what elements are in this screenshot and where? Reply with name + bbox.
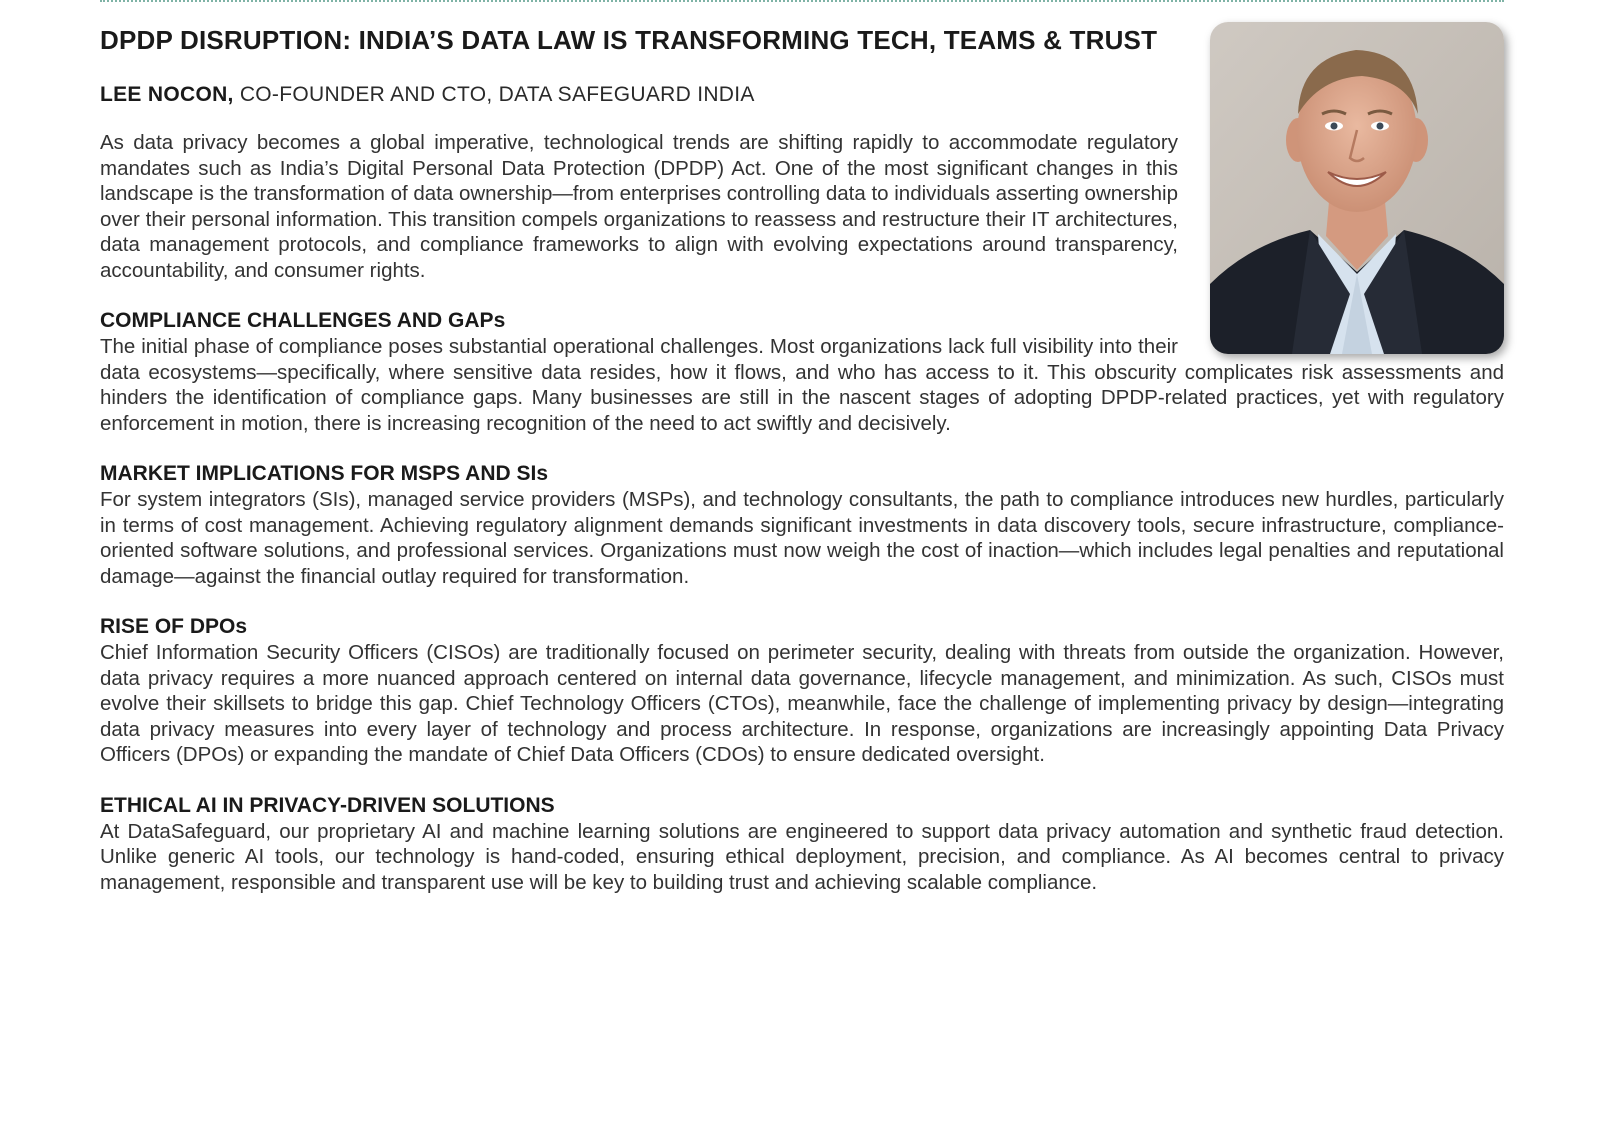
byline — [100, 80, 1504, 110]
section-heading: COMPLIANCE CHALLENGES AND GAPs — [100, 309, 506, 332]
section-body — [100, 334, 1504, 436]
section-compliance-challenges — [100, 308, 1504, 436]
section-heading: RISE OF DPOs — [100, 615, 248, 638]
article-page — [100, 22, 1504, 895]
section-body: For system integrators (SIs), managed service providers (MSPs), and technology consultants, the path to compliance introduces new hurdles, particularly in terms of cost management. Achieving regulatory alignment demands significant investments in data discovery tools, secure infrastructure, compliance-oriented software solutions, and professional services. Organizations must now weigh the cost of inaction—which includes legal penalties and reputational damage—against the financial outlay required for transformation. — [100, 488, 1504, 588]
author-name: LEE NOCON, — [100, 83, 234, 106]
author-role: CO-FOUNDER AND CTO, DATA SAFEGUARD INDIA — [233, 83, 755, 106]
article-title: DPDP DISRUPTION: INDIA’S DATA LAW IS TRANSFORMING TECH, TEAMS & TRUST — [100, 25, 1158, 55]
section-ethical-ai — [100, 793, 1504, 896]
section-heading: ETHICAL AI IN PRIVACY-DRIVEN SOLUTIONS — [100, 793, 555, 817]
section-body: Chief Information Security Officers (CISOs) are traditionally focused on perimeter security, dealing with threats from outside the organization. However, data privacy requires a more nuanced approach centered on internal data governance, lifecycle management, and minimization. As such, CISOs must evolve their skillsets to bridge this gap. Chief Technology Officers (CTOs), meanwhile, face the challenge of implementing privacy by design—integrating data privacy measures into every layer of technology and process architecture. In response, organizations are increasingly appointing Data Privacy Officers (DPOs) or expanding the mandate of Chief Data Officers (CDOs) to ensure dedicated oversight. — [100, 641, 1504, 766]
section-body-text: The initial phase of compliance poses substantial operational challenges. Most organizations lack full visibility into their data ecosystems—specifically, where sensitive data resides, how it flows, and who has access to it. This obscurity complicates risk assessments and hinders the identification of compliance gaps. Many businesses are still in the nascent stages of adopting DPDP-related practices, yet with regulatory enforcement in motion, there is increasing recognition of the need to act swiftly and decisively. — [100, 335, 1504, 435]
section-rise-of-dpos — [100, 614, 1504, 768]
section-market-implications — [100, 461, 1504, 589]
photo-wrap-spacer — [1178, 334, 1504, 354]
top-dotted-rule — [100, 0, 1504, 2]
section-body: At DataSafeguard, our proprietary AI and machine learning solutions are engineered to support data privacy automation and synthetic fraud detection. Unlike generic AI tools, our technology is hand-coded, ensuring ethical deployment, precision, and compliance. As AI becomes central to privacy management, responsible and transparent use will be key to building trust and achieving scalable compliance. — [100, 819, 1504, 894]
section-heading: MARKET IMPLICATIONS FOR MSPS AND SIs — [100, 462, 549, 485]
intro-paragraph: As data privacy becomes a global imperative, technological trends are shifting rapidly to accommodate regulatory mandates such as India’s Digital Personal Data Protection (DPDP) Act. One of the most significant changes in this landscape is the transformation of data ownership—from enterprises controlling data to individuals asserting ownership over their personal information. This transition compels organizations to reassess and restructure their IT architectures, data management protocols, and compliance frameworks to align with evolving expectations around transparency, accountability, and consumer rights. — [100, 131, 1178, 282]
